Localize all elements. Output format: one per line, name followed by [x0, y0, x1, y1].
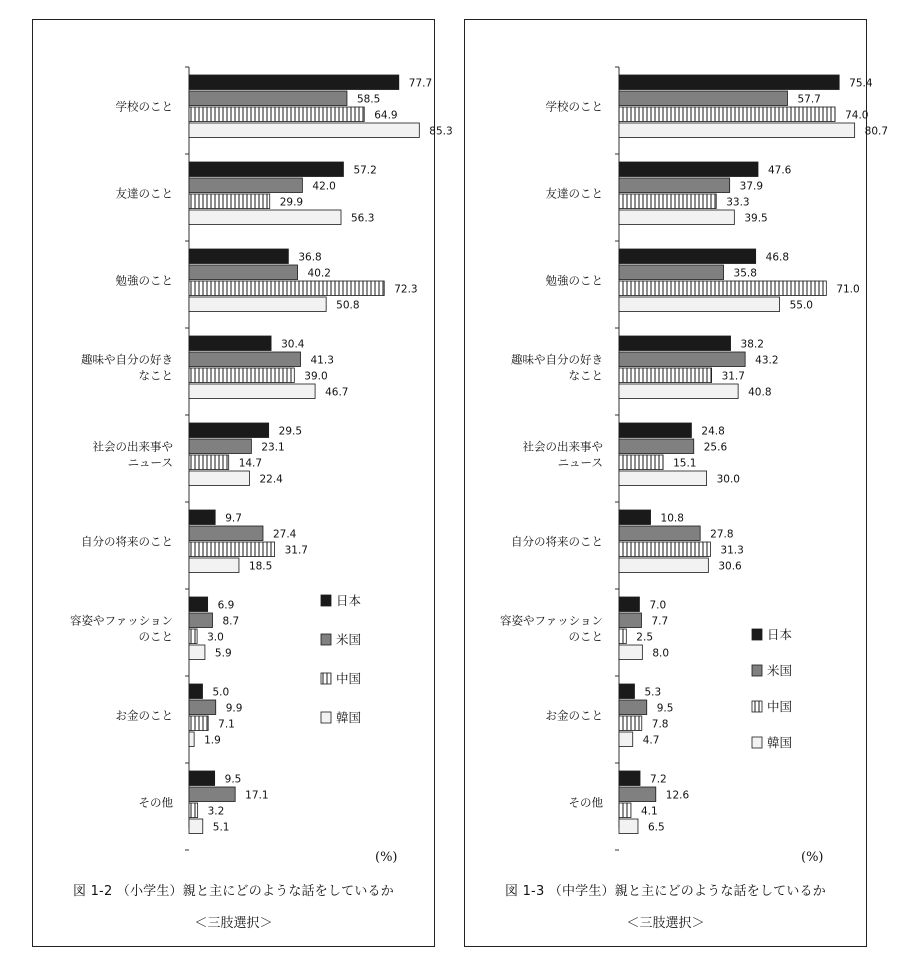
- bar-japan: [189, 336, 271, 351]
- bar-japan: [619, 162, 758, 177]
- bar-japan: [189, 162, 343, 177]
- bar-korea: [189, 297, 326, 312]
- data-label: 3.0: [207, 631, 224, 644]
- bar-china: [619, 542, 710, 557]
- chart-subtitle: ＜三肢選択＞: [626, 916, 705, 931]
- bar-china: [189, 803, 198, 818]
- data-label: 4.7: [642, 734, 660, 747]
- bar-japan: [619, 249, 756, 264]
- bar-china: [619, 194, 716, 209]
- category-label: 社会の出来事や: [522, 439, 603, 454]
- bar-japan: [619, 336, 731, 351]
- legend-label-korea: 韓国: [336, 710, 362, 725]
- data-label: 85.3: [429, 125, 453, 138]
- category-label: 自分の将来のこと: [81, 534, 173, 549]
- data-label: 3.2: [207, 805, 225, 818]
- bar-china: [189, 542, 275, 557]
- bar-japan: [189, 597, 208, 612]
- bar-japan: [189, 510, 215, 525]
- category-label: ニュース: [127, 455, 173, 470]
- legend-label-china: 中国: [767, 699, 793, 714]
- bar-usa: [189, 178, 302, 193]
- bar-japan: [189, 423, 269, 438]
- bar-korea: [619, 123, 855, 138]
- data-label: 29.9: [279, 196, 304, 209]
- bar-japan: [619, 597, 639, 612]
- data-label: 72.3: [394, 283, 418, 296]
- data-label: 74.0: [845, 109, 869, 122]
- data-label: 1.9: [204, 734, 221, 747]
- bar-usa: [189, 439, 251, 454]
- bar-usa: [619, 526, 700, 541]
- bar-korea: [619, 558, 708, 573]
- data-label: 27.8: [710, 528, 734, 541]
- data-label: 14.7: [238, 457, 263, 470]
- bar-china: [619, 368, 712, 383]
- legend-label-korea: 韓国: [767, 735, 793, 750]
- data-label: 80.7: [864, 125, 889, 138]
- data-label: 7.1: [218, 718, 235, 731]
- bar-china: [619, 281, 826, 296]
- data-label: 7.2: [650, 773, 667, 786]
- data-label: 17.1: [245, 789, 269, 802]
- data-label: 57.2: [353, 164, 377, 177]
- data-label: 31.7: [284, 544, 308, 557]
- bar-japan: [619, 771, 640, 786]
- bar-usa: [189, 526, 263, 541]
- category-label: 友達のこと: [115, 186, 173, 201]
- bar-usa: [619, 91, 787, 106]
- data-label: 31.3: [720, 544, 744, 557]
- chart-junior-high: [465, 20, 889, 948]
- bar-china: [189, 629, 197, 644]
- bar-korea: [189, 819, 203, 834]
- bar-japan: [189, 684, 203, 699]
- unit-label: (%): [801, 850, 824, 865]
- category-label: 容姿やファッション: [69, 613, 173, 628]
- bar-korea: [189, 123, 419, 138]
- data-label: 35.8: [733, 267, 757, 280]
- data-label: 7.7: [651, 615, 669, 628]
- chart-title: 図 1-3 （中学生）親と主にどのような話をしているか: [505, 884, 826, 899]
- data-label: 5.1: [212, 821, 230, 834]
- bar-japan: [619, 423, 691, 438]
- category-label: のこと: [138, 629, 173, 644]
- data-label: 4.1: [640, 805, 658, 818]
- data-label: 8.7: [222, 615, 240, 628]
- unit-label: (%): [375, 850, 398, 865]
- data-label: 22.4: [259, 473, 283, 486]
- data-label: 9.5: [224, 773, 242, 786]
- data-label: 27.4: [272, 528, 297, 541]
- data-label: 30.6: [718, 560, 742, 573]
- bar-korea: [189, 558, 239, 573]
- category-label: 社会の出来事や: [92, 439, 173, 454]
- bar-china: [619, 455, 663, 470]
- data-label: 18.5: [248, 560, 273, 573]
- data-label: 25.6: [703, 441, 728, 454]
- legend-label-usa: 米国: [767, 663, 793, 678]
- chart-subtitle: ＜三肢選択＞: [194, 916, 273, 931]
- bar-usa: [619, 439, 694, 454]
- data-label: 37.9: [739, 180, 764, 193]
- data-label: 6.5: [647, 821, 665, 834]
- bar-china: [189, 368, 294, 383]
- data-label: 41.3: [310, 354, 334, 367]
- legend-swatch-usa: [321, 634, 331, 645]
- chart-panel-junior-high: [464, 19, 889, 947]
- data-label: 5.0: [212, 686, 230, 699]
- chart-elementary: [33, 20, 453, 948]
- data-label: 50.8: [336, 299, 360, 312]
- data-label: 8.0: [652, 647, 670, 660]
- bar-usa: [189, 613, 212, 628]
- category-label: 趣味や自分の好き: [511, 352, 603, 367]
- data-label: 38.2: [740, 338, 764, 351]
- bar-japan: [619, 75, 839, 90]
- category-label: 勉強のこと: [545, 273, 603, 288]
- category-label: その他: [568, 795, 603, 810]
- category-label: 友達のこと: [545, 186, 603, 201]
- data-label: 5.9: [214, 647, 232, 660]
- bar-usa: [189, 91, 347, 106]
- bar-china: [619, 716, 642, 731]
- legend-swatch-japan: [321, 595, 331, 606]
- data-label: 57.7: [797, 93, 821, 106]
- data-label: 6.9: [217, 599, 235, 612]
- category-label: その他: [138, 795, 173, 810]
- legend-swatch-usa: [752, 665, 762, 676]
- data-label: 30.4: [281, 338, 305, 351]
- legend-swatch-japan: [752, 629, 762, 640]
- category-label: 容姿やファッション: [499, 613, 603, 628]
- data-label: 58.5: [356, 93, 381, 106]
- data-label: 39.5: [744, 212, 768, 225]
- data-label: 71.0: [836, 283, 860, 296]
- data-label: 36.8: [298, 251, 322, 264]
- category-label: なこと: [138, 368, 173, 383]
- data-label: 77.7: [408, 77, 433, 90]
- category-label: のこと: [568, 629, 603, 644]
- data-label: 46.7: [325, 386, 349, 399]
- legend-swatch-china: [321, 673, 331, 684]
- data-label: 9.7: [225, 512, 242, 525]
- bar-korea: [189, 210, 341, 225]
- data-label: 33.3: [726, 196, 750, 209]
- data-label: 29.5: [278, 425, 303, 438]
- bar-usa: [189, 352, 301, 367]
- data-label: 10.8: [660, 512, 684, 525]
- legend-swatch-china: [752, 701, 762, 712]
- bar-korea: [619, 819, 638, 834]
- data-label: 9.9: [225, 702, 243, 715]
- bar-usa: [189, 265, 298, 280]
- legend-label-usa: 米国: [336, 632, 362, 647]
- data-label: 30.0: [716, 473, 740, 486]
- category-label: 学校のこと: [545, 99, 603, 114]
- bar-usa: [619, 613, 641, 628]
- legend-label-japan: 日本: [336, 593, 362, 608]
- data-label: 56.3: [351, 212, 375, 225]
- category-label: ニュース: [557, 455, 603, 470]
- data-label: 47.6: [767, 164, 792, 177]
- data-label: 42.0: [312, 180, 336, 193]
- bar-japan: [619, 510, 651, 525]
- bar-usa: [619, 700, 647, 715]
- bar-usa: [189, 700, 216, 715]
- bar-usa: [619, 787, 656, 802]
- bar-china: [619, 629, 626, 644]
- category-label: 趣味や自分の好き: [81, 352, 173, 367]
- bar-usa: [619, 265, 724, 280]
- data-label: 2.5: [636, 631, 654, 644]
- data-label: 7.0: [649, 599, 667, 612]
- data-label: 5.3: [644, 686, 662, 699]
- bar-korea: [619, 384, 738, 399]
- bar-korea: [619, 471, 707, 486]
- data-label: 23.1: [261, 441, 285, 454]
- data-label: 24.8: [701, 425, 725, 438]
- category-label: お金のこと: [545, 708, 603, 723]
- legend-swatch-korea: [752, 737, 762, 748]
- data-label: 15.1: [673, 457, 697, 470]
- data-label: 9.5: [656, 702, 674, 715]
- bar-korea: [189, 645, 205, 660]
- data-label: 12.6: [665, 789, 690, 802]
- bar-china: [189, 716, 208, 731]
- bar-korea: [189, 471, 249, 486]
- data-label: 40.2: [307, 267, 331, 280]
- category-label: お金のこと: [115, 708, 173, 723]
- bar-korea: [189, 384, 315, 399]
- data-label: 64.9: [374, 109, 398, 122]
- data-label: 7.8: [651, 718, 669, 731]
- data-label: 39.0: [304, 370, 328, 383]
- bar-china: [189, 281, 384, 296]
- category-label: 勉強のこと: [115, 273, 173, 288]
- category-label: 自分の将来のこと: [511, 534, 603, 549]
- bar-korea: [189, 732, 194, 747]
- bar-korea: [619, 210, 734, 225]
- data-label: 43.2: [755, 354, 779, 367]
- chart-panel-elementary: [32, 19, 453, 947]
- data-label: 75.4: [849, 77, 873, 90]
- bar-usa: [619, 178, 730, 193]
- chart-title: 図 1-2 （小学生）親と主にどのような話をしているか: [73, 884, 394, 899]
- legend-label-japan: 日本: [767, 627, 793, 642]
- bar-japan: [619, 684, 634, 699]
- category-label: なこと: [568, 368, 603, 383]
- bar-usa: [189, 787, 235, 802]
- data-label: 46.8: [765, 251, 790, 264]
- bar-china: [189, 455, 229, 470]
- bar-usa: [619, 352, 745, 367]
- bar-japan: [189, 249, 288, 264]
- category-label: 学校のこと: [115, 99, 173, 114]
- bar-china: [619, 107, 835, 122]
- legend-label-china: 中国: [336, 671, 362, 686]
- data-label: 40.8: [748, 386, 772, 399]
- bar-korea: [619, 732, 633, 747]
- bar-china: [189, 107, 364, 122]
- data-label: 55.0: [789, 299, 813, 312]
- bar-korea: [619, 645, 642, 660]
- bar-japan: [189, 75, 399, 90]
- bar-china: [619, 803, 631, 818]
- bar-china: [189, 194, 270, 209]
- legend-swatch-korea: [321, 712, 331, 723]
- bar-japan: [189, 771, 215, 786]
- data-label: 31.7: [721, 370, 745, 383]
- bar-korea: [619, 297, 780, 312]
